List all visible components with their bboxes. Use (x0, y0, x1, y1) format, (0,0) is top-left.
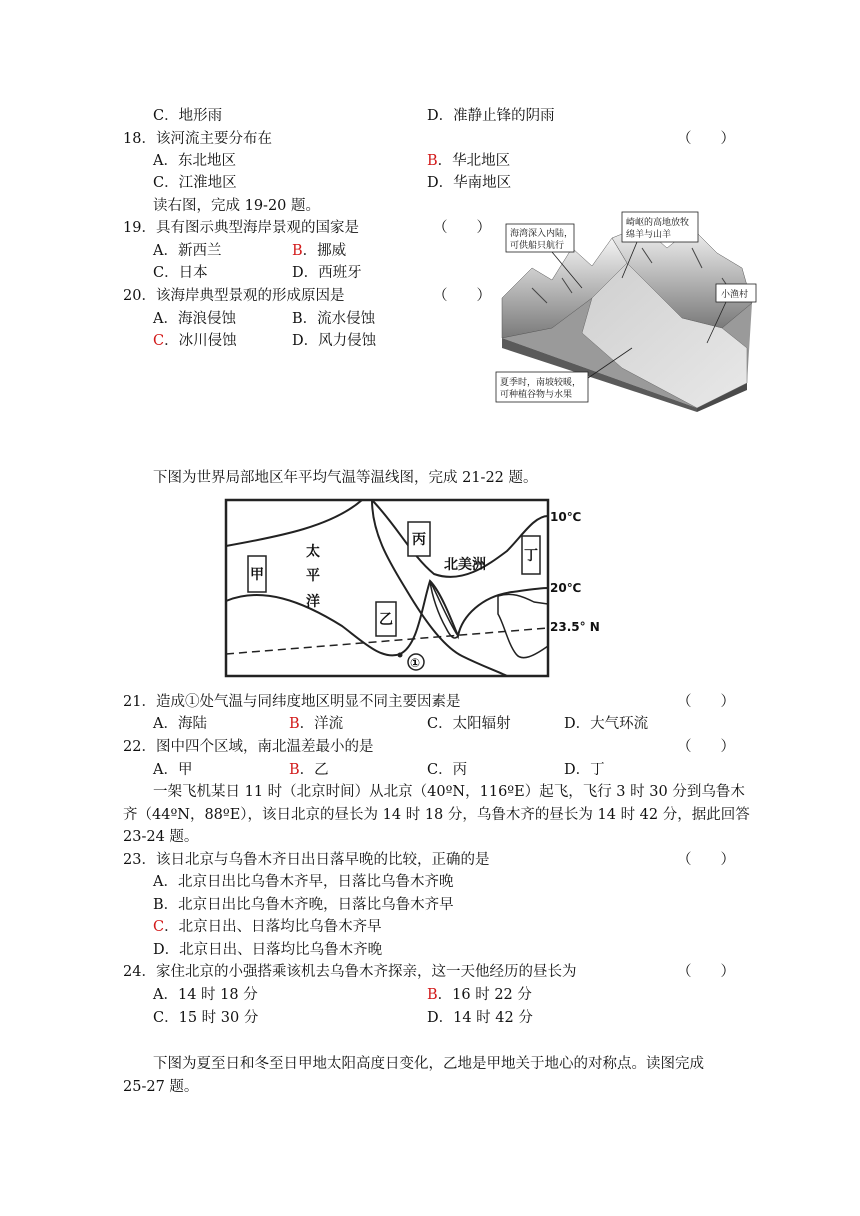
q17-option-c: C．地形雨 (153, 108, 223, 124)
fjord-block-diagram (492, 208, 772, 412)
q22-option-c: C．丙 (427, 762, 468, 778)
q18-option-a: A．东北地区 (153, 153, 236, 169)
fjord-label-1-line2: 可供船只航行 (510, 241, 565, 251)
q19-option-b-text: ．挪威 (302, 243, 347, 259)
q20-option-b: B．流水侵蚀 (292, 311, 376, 327)
point-1-label: ① (410, 656, 421, 670)
q22-option-b-text: ．乙 (299, 762, 329, 778)
ocean-label-2: 平 (306, 568, 320, 584)
q20-option-d: D．风力侵蚀 (292, 333, 377, 349)
q20-option-a: A．海浪侵蚀 (153, 311, 236, 327)
q21-answer-blank: （ ） (677, 694, 735, 710)
q19-option-a: A．新西兰 (153, 243, 222, 259)
q23-option-d: D．北京日出、日落均比乌鲁木齐晚 (153, 942, 383, 958)
q20-option-c-text: ．冰川侵蚀 (164, 333, 237, 349)
q23-option-c-text: ．北京日出、日落均比乌鲁木齐早 (164, 919, 382, 935)
q23-option-c-letter: C (153, 919, 165, 935)
continent-label: 北美洲 (444, 557, 486, 573)
q21-option-b-letter: B (289, 716, 300, 732)
q18-answer-blank: （ ） (677, 131, 735, 147)
fjord-label-2-line2: 绵羊与山羊 (626, 230, 672, 240)
latitude-label: 23.5° N (550, 620, 600, 634)
isotherm-10-label: 10℃ (550, 510, 582, 524)
q23-answer-blank: （ ） (677, 852, 735, 868)
q22-option-b-letter: B (289, 762, 300, 778)
intro-23-24-line2: 齐（44ºN，88ºE），该日北京的昼长为 14 时 18 分，乌鲁木齐的昼长为 14 时 42 分，据此回答 (123, 807, 750, 823)
q22-option-a: A．甲 (153, 762, 193, 778)
intro-23-24-line3: 23-24 题。 (123, 829, 199, 845)
q20-stem: 20．该海岸典型景观的形成原因是 (123, 288, 345, 304)
region-bing-label: 丙 (412, 532, 426, 548)
intro-25-27-line1: 下图为夏至日和冬至日甲地太阳高度日变化，乙地是甲地关于地心的对称点。读图完成 (153, 1056, 704, 1072)
fjord-label-4-line1: 夏季时，南坡较暖， (500, 378, 582, 388)
q22-option-b (289, 760, 329, 780)
ocean-label-3: 洋 (306, 594, 320, 610)
q24-stem: 24．家住北京的小强搭乘该机去乌鲁木齐探亲，这一天他经历的昼长为 (123, 964, 577, 980)
q21-option-c: C．太阳辐射 (427, 716, 511, 732)
isotherm-20-label: 20℃ (550, 581, 582, 595)
q24-option-c: C．15 时 30 分 (153, 1010, 259, 1026)
q18-option-b-text: ．华北地区 (437, 153, 511, 169)
q23-option-a: A．北京日出比乌鲁木齐早，日落比乌鲁木齐晚 (153, 874, 454, 890)
q24-option-b-text: ．16 时 22 分 (437, 987, 532, 1003)
intro-23-24-line1: 一架飞机某日 11 时（北京时间）从北京（40ºN，116ºE）起飞，飞行 3 时 30 分到乌鲁木 (153, 784, 745, 800)
q20-option-c (153, 331, 237, 351)
q18-option-d: D．华南地区 (427, 175, 512, 191)
fjord-label-2-line1: 崎岖的高地放牧 (626, 218, 690, 228)
q23-option-c (153, 917, 382, 937)
q24-answer-blank: （ ） (677, 964, 735, 980)
ocean-label-1: 太 (306, 544, 320, 560)
q19-option-d: D．西班牙 (292, 265, 362, 281)
region-jia-label: 甲 (250, 567, 264, 583)
q18-option-c: C．江淮地区 (153, 175, 237, 191)
point-1-dot (398, 653, 403, 658)
q20-option-c-letter: C (153, 333, 165, 349)
q24-option-b (427, 985, 532, 1005)
fjord-label-3: 小渔村 (721, 290, 749, 300)
q23-option-b: B．北京日出比乌鲁木齐晚，日落比乌鲁木齐早 (153, 897, 454, 913)
intro-19-20: 读右图，完成 19-20 题。 (153, 198, 321, 214)
q21-option-b-text: ．洋流 (299, 716, 344, 732)
q23-stem: 23．该日北京与乌鲁木齐日出日落早晚的比较，正确的是 (123, 852, 490, 868)
q21-option-a: A．海陆 (153, 716, 207, 732)
q19-option-b (292, 241, 346, 261)
q19-option-b-letter: B (292, 243, 303, 259)
map-frame (226, 500, 548, 676)
region-yi-label: 乙 (379, 612, 393, 628)
intro-21-22: 下图为世界局部地区年平均气温等温线图，完成 21-22 题。 (153, 470, 538, 486)
q19-answer-blank: （ ） (433, 220, 491, 236)
isotherm-map (222, 496, 608, 682)
q20-answer-blank: （ ） (433, 288, 491, 304)
q22-answer-blank: （ ） (677, 739, 735, 755)
q22-stem: 22．图中四个区域，南北温差最小的是 (123, 739, 374, 755)
q17-option-d: D．准静止锋的阴雨 (427, 108, 555, 124)
q24-option-b-letter: B (427, 987, 438, 1003)
q22-option-d: D．丁 (564, 762, 605, 778)
q21-option-d: D．大气环流 (564, 716, 649, 732)
q21-stem: 21．造成①处气温与同纬度地区明显不同主要因素是 (123, 694, 461, 710)
q18-option-b-letter: B (427, 153, 438, 169)
q18-stem: 18．该河流主要分布在 (123, 131, 272, 147)
q24-option-a: A．14 时 18 分 (153, 987, 258, 1003)
q19-stem: 19．具有图示典型海岸景观的国家是 (123, 220, 359, 236)
intro-25-27-line2: 25-27 题。 (123, 1079, 199, 1095)
fjord-label-4-line2: 可种植谷物与水果 (500, 390, 573, 400)
q18-option-b (427, 151, 510, 171)
q24-option-d: D．14 时 42 分 (427, 1010, 533, 1026)
fjord-label-1-line1: 海湾深入内陆， (510, 229, 574, 239)
region-ding-label: 丁 (524, 548, 538, 564)
q21-option-b (289, 714, 343, 734)
q19-option-c: C．日本 (153, 265, 208, 281)
